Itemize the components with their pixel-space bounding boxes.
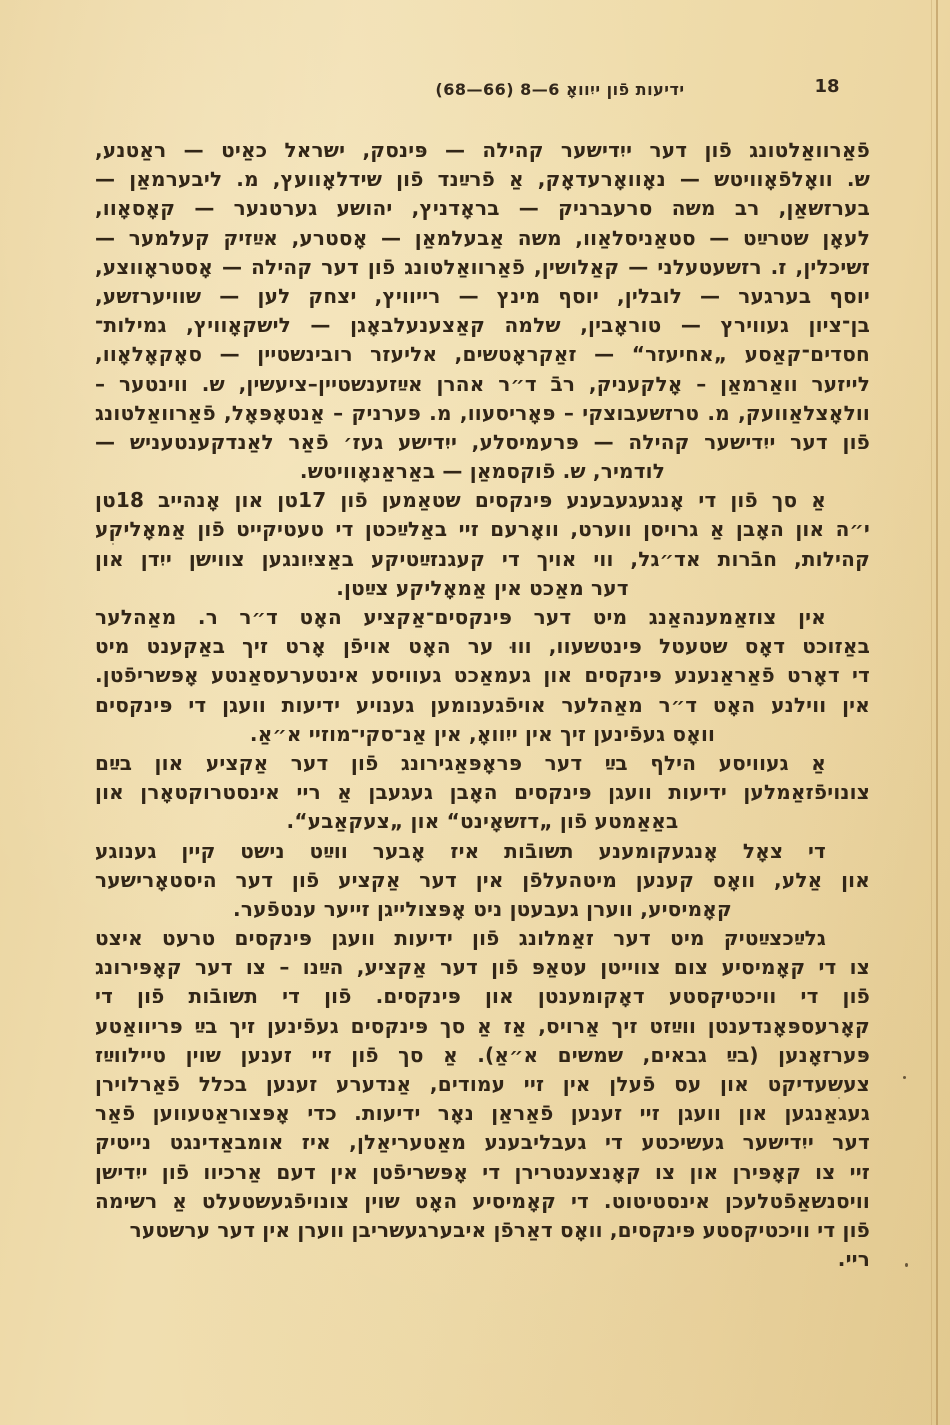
text-line: לייזער וואַרמאַן – אָלקעניק, רבֿ ד״ר אהרן אײַזענשטיין–ציעשין, ש. ווינטער –: [95, 371, 870, 396]
text-line: קאָמיסיע, ווערן געבעטן ניט אָפּצולייגן זייער ענטפֿער.: [233, 896, 732, 921]
text-line: קאָרעספּאָנדענטן ווײַזט זיך אַרויס, אַז אַ סך פּינקסים געפֿינען זיך בײַ פּריוואַטע: [95, 1013, 870, 1038]
text-line: און אַלע, וואָס קענען מיטהעלפֿן אין דער אַקציע פֿון דער היסטאָרישער: [95, 867, 870, 892]
text-line: פֿון דער ייִדישער קהילה — פּרעמיסלע, ייִדישע געז׳ פֿאַר לאַנדקענטעניש —: [95, 429, 870, 454]
text-line: צו די קאָמיסיע צום צווייטן עטאַפּ פֿון דער אַקציע, הײַנו – צו דער קאָפּירונג: [95, 955, 870, 980]
ink-speck: [112, 543, 114, 545]
text-line: אַ געוויסע הילף בײַ דער פּראָפּאַגירונג פֿון דער אַקציע און בײַם: [95, 750, 826, 775]
text-line: אין צוזאַמענהאַנג מיט דער פּינקסים־אַקציע האָט ד״ר ר. מאַהלער: [95, 605, 826, 629]
text-line: דער מאַכט אין אַמאָליקע צײַטן.: [336, 575, 629, 600]
text-line: זשיכלין, ז. רזשעטעלני — קאַלושין, פֿאַרוואַלטונג פֿון דער קהילה — אָסטראָווצע,: [95, 254, 870, 279]
text-line: זיי צו קאָפּירן און צו קאָנצענטרירן די אָפּשריפֿטן אין דעם אַרכיוו פֿון ייִדישן: [95, 1159, 870, 1184]
text-line: באַזוכט דאָס שטעטל פּינטשעוו, וווּ ער האָט אויפֿן אָרט זיך באַקענט מיט: [95, 634, 870, 659]
ink-speck: [903, 1076, 906, 1079]
text-line: לודמיר, ש. פֿוקסמאַן — באַראַנאָוויטש.: [299, 459, 666, 484]
text-line: באַאַמטע פֿון „דזשאָינט“ און „צעקאַבע“.: [286, 809, 679, 834]
page-number: 18: [814, 76, 840, 97]
text-line: אין ווילנע האָט ד״ר מאַהלער אויפֿגענומען גענויע ידיעות וועגן די פּינקסים: [95, 692, 870, 717]
text-line: חסדים־קאַסע „אחיעזר“ — זאַקראָטשים, אליעזר רובינשטיין — סאָקאָלאָוו,: [95, 342, 870, 367]
ink-speck: [905, 1263, 908, 1267]
text-line: די דאָרט פֿאַראַנענע פּינקסים און געמאַכט געוויסע אינטערעסאַנטע אָפּשריפֿטן.: [95, 663, 870, 688]
text-line: וולאָצלאַוועק, מ. טרזשעבוצקי – פּאָריסעוו, מ. פּערניק – אַנטאָפּאָל, פֿאַרוואַלטונג: [95, 400, 870, 425]
text-line: גלײַכצײַטיק מיט דער זאַמלונג פֿון ידיעות וועגן פּינקסים טרעט איצט: [95, 926, 826, 951]
text-line: די צאָל אָנגעקומענע תשובֿות איז אָבער ווײַט נישט קיין גענוגע: [95, 838, 826, 863]
text-line: פּערזאָנען (בײַ גבאים, שמשים א״אַ). אַ סך פֿון זיי זענען שוין טיילווײַז: [95, 1042, 870, 1067]
text-line: פֿון די וויכטיקסטע דאָקומענטן און פּינקסים. פֿון די תשובֿות פֿון די: [95, 984, 870, 1009]
text-line: פֿון די וויכטיקסטע פּינקסים, וואָס דאַרפֿן איבערגעשריבן ווערן אין דער ערשטער ריי.: [129, 1217, 870, 1272]
text-line: געגאַנגען און וועגן זיי זענען פֿאַראַן נאָר ידיעות. כדי אָפּצוראַטעווען פֿאַר: [95, 1101, 870, 1126]
page-edge-line-inner: [931, 0, 932, 1425]
body-text: [95, 136, 870, 1272]
text-line: וויסנשאַפֿטלעכן אינסטיטוט. די קאָמיסיע האָט שוין צונויפֿגעשטעלט אַ רשימה: [95, 1188, 870, 1213]
journal-header-title: ידיעות פֿון ייִוואָ 6—8 (66—68): [435, 80, 685, 99]
text-line: י״ה און האָבן אַ גרויסן ווערט, וואָרעם זיי באַלײַכטן די טעטיקייט פֿון אַמאָליקע: [95, 517, 870, 542]
text-line: וואָס געפֿינען זיך אין ייִוואָ, אין אַנ־סקי־מוזיי א״אַ.: [249, 721, 716, 746]
text-line: צונויפֿזאַמלען ידיעות וועגן פּינקסים האָבן געגעבן אַ ריי אינסטרוקטאָרן און: [95, 780, 870, 805]
text-line: אַ סך פֿון די אָנגעגעבענע פּינקסים שטאַמען פֿון 17טן און אָנהייב 18טן: [95, 488, 826, 513]
text-line: בערזשאַן, רב משה סרעברניק — בראָדניץ, יהושע גערטנער — קאָסאָוו,: [95, 196, 870, 221]
text-line: יוסף בערגער — לובלין, יוסף מינץ — רייוויץ, יצחק לען — שוויערזשע,: [95, 283, 870, 308]
text-line: צעשעדיקט און עס פֿעלן אין זיי עמודים, אַנדערע זענען בכלל פֿאַרלוירן: [95, 1072, 870, 1096]
text-line: ש. וואָלפֿאָוויטש — נאָוואָרעדאָק, אַ פֿרײַנד פֿון שידלאָוועץ, מ. ליבערמאַן —: [95, 167, 870, 192]
page-edge-line: [936, 0, 938, 1425]
ink-speck: [838, 1097, 840, 1099]
text-line: קהילות, חבֿרות אד״גל, ווי אויך די קעגנזײַטיקע באַציִונגען צווישן ייִדן און: [95, 546, 870, 571]
text-line: לעאָן שטרײַט — סטאַניסלאַוו, משה אַבעלמאַן — אָסטרע, אײַזיק קעלמער —: [95, 225, 870, 250]
text-line: פֿאַרוואַלטונג פֿון דער ייִדישער קהילה — פּינסק, ישראל כאַיט — ראַטנע,: [95, 138, 870, 162]
text-line: בן־ציון געווירץ — טוראָבין, שלמה קאַצענעלבאָגן — לישקאָוויץ, גמילות־: [95, 313, 870, 338]
text-line: דער ייִדישער געשיכטע די געבליבענע מאַטעריאַלן, איז אומבאַדינגט נייטיק: [95, 1130, 870, 1155]
